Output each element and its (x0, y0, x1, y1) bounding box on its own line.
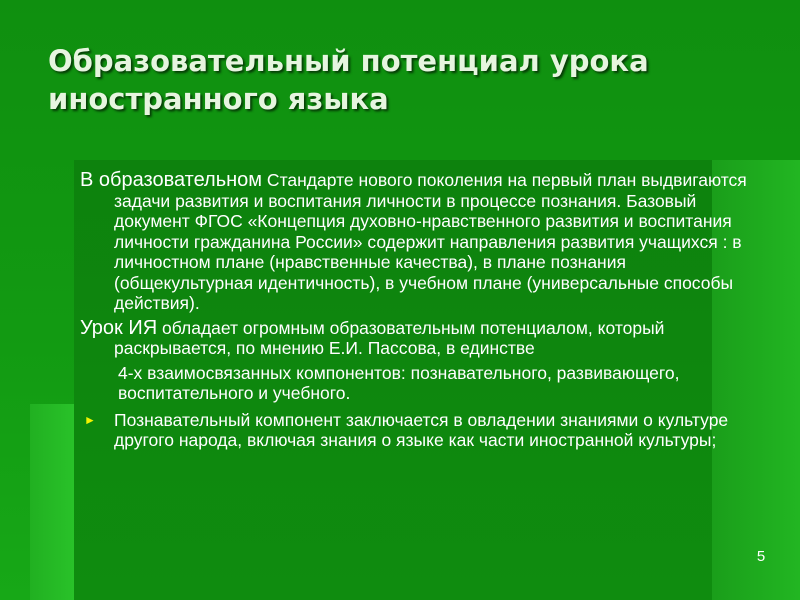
paragraph-lead: В образовательном (80, 169, 263, 191)
slide-body (80, 170, 760, 451)
paragraph-standard (80, 170, 760, 314)
paragraph-text: 4-х взаимосвязанных компонентов: познавательного, развивающего, воспитательного и учебного. (118, 362, 680, 403)
list-item (80, 410, 760, 451)
paragraph-text: Стандарте нового поколения на первый план выдвигаются задачи развития и воспитания личности в процессе познания. Базовый документ ФГОС «Концепция духовно-нравственного развития и воспитания личности гражданина России» содержит направления развития учащихся : в личностном плане (нравственные качества), в плане познания (общекультурная идентичность), в учебном плане (универсальные способы действия). (114, 170, 747, 313)
paragraph-text: обладает огромным образовательным потенциалом, который раскрывается, по мнению Е.И. Пассова, в единстве (114, 317, 665, 358)
paragraph-lead: Урок ИЯ (80, 316, 158, 339)
bullet-text: Познавательный компонент заключается в овладении знаниями о культуре другого народа, включая знания о языке как части иностранной культуры; (114, 409, 729, 450)
paragraph-lesson (80, 318, 760, 359)
paragraph-components (80, 363, 760, 404)
page-number: 5 (756, 548, 766, 565)
triangle-bullet-icon: ► (84, 412, 96, 427)
decorative-bottom-left-panel (30, 404, 74, 600)
slide-title: Образовательный потенциал урока иностранного языка (48, 44, 649, 116)
